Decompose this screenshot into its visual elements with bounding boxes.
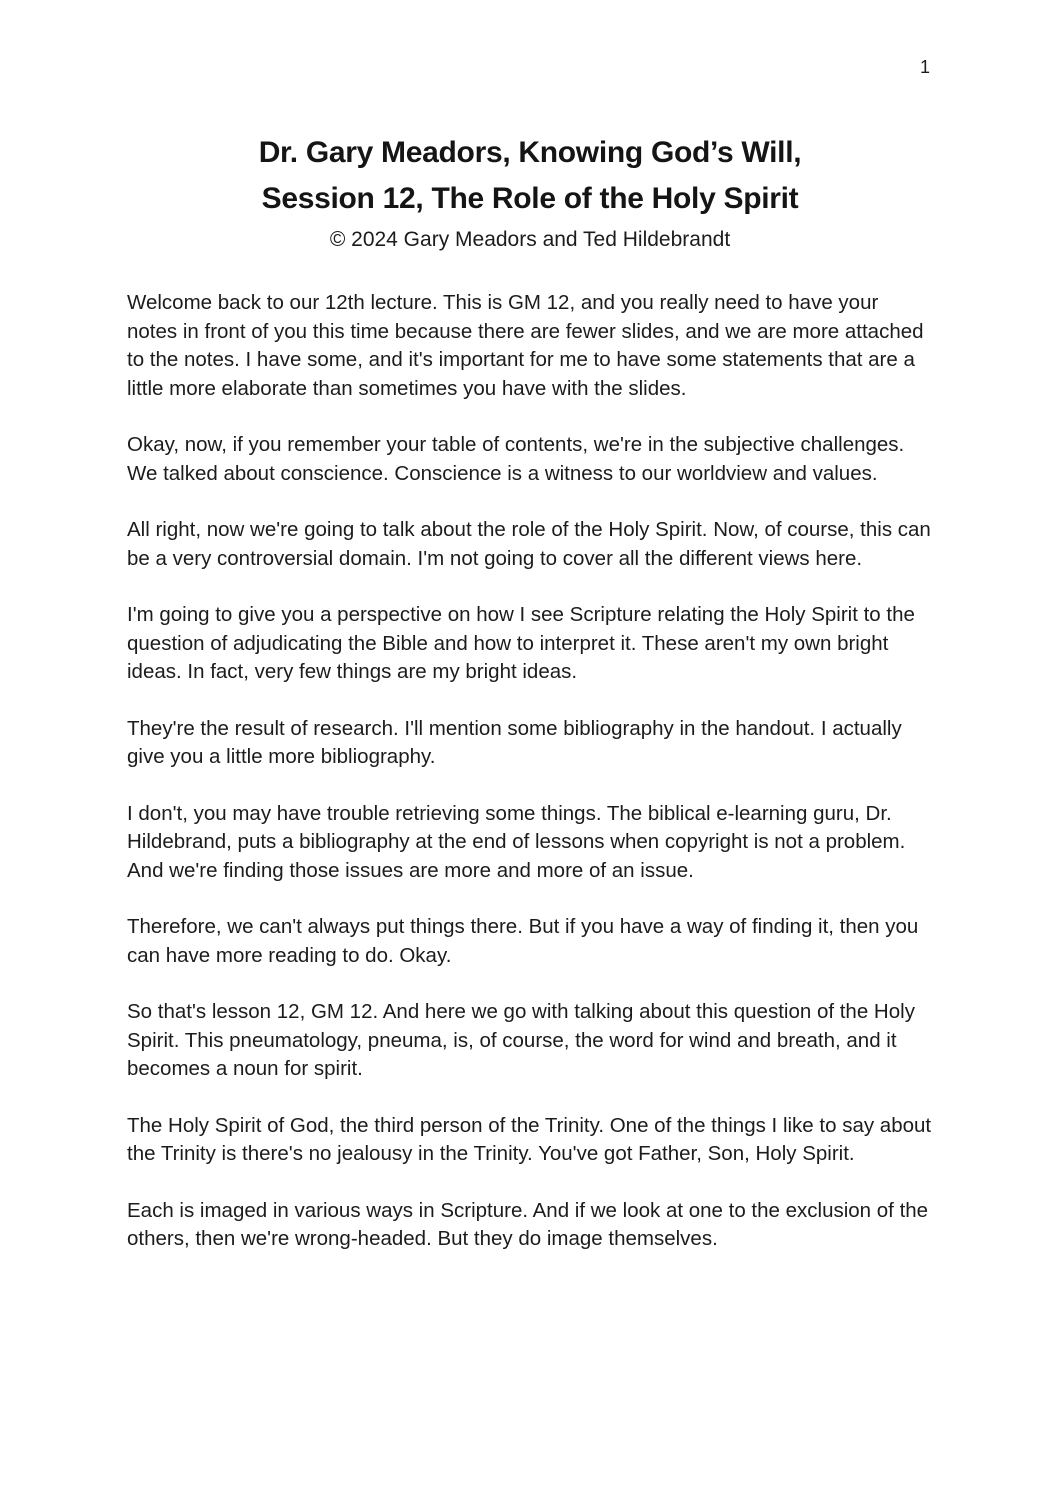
paragraph: Therefore, we can't always put things there. But if you have a way of finding it, then you can have more reading to do. Okay. [127, 915, 919, 967]
document-body [127, 289, 933, 1254]
paragraph: Each is imaged in various ways in Scripture. And if we look at one to the exclusion of the others, then we're wrong-headed. But they do image themselves. [127, 1198, 929, 1250]
paragraph: So that's lesson 12, GM 12. And here we go with talking about this question of the Holy Spirit. This pneumatology, pneuma, is, of course, the word for wind and breath, and it becomes a noun for spirit. [127, 1000, 915, 1080]
paragraph: Okay, now, if you remember your table of contents, we're in the subjective challenges. We talked about conscience. Conscience is a witness to our worldview and values. [127, 433, 905, 485]
paragraph: I'm going to give you a perspective on how I see Scripture relating the Holy Spirit to the question of adjudicating the Bible and how to interpret it. These aren't my own bright ideas. In fact, very few things are my bright ideas. [127, 603, 915, 683]
paragraph: All right, now we're going to talk about the role of the Holy Spirit. Now, of course, this can be a very controversial domain. I'm not going to cover all the different views here. [127, 518, 931, 570]
copyright-line: © 2024 Gary Meadors and Ted Hildebrandt [329, 228, 731, 251]
page-number: 1 [919, 57, 930, 77]
title-line-2: Session 12, The Role of the Holy Spirit [261, 182, 799, 215]
paragraph: They're the result of research. I'll mention some bibliography in the handout. I actually give you a little more bibliography. [127, 716, 902, 768]
title-line-1: Dr. Gary Meadors, Knowing God’s Will, [258, 136, 802, 169]
page-content [127, 130, 933, 1282]
paragraph: I don't, you may have trouble retrieving some things. The biblical e-learning guru, Dr. Hildebrand, puts a bibliography at the end of lessons when copyright is not a problem. And we're finding those issues are more and more of an issue. [127, 801, 906, 882]
paragraph: Welcome back to our 12th lecture. This is GM 12, and you really need to have your notes in front of you this time because there are fewer slides, and we are more attached to the notes. I have some, and it's important for me to have some statements that are a little more elaborate than sometimes you have with the slides. [127, 291, 924, 400]
paragraph: The Holy Spirit of God, the third person of the Trinity. One of the things I like to say about the Trinity is there's no jealousy in the Trinity. You've got Father, Son, Holy Spirit. [127, 1113, 932, 1165]
document-title [127, 130, 933, 222]
